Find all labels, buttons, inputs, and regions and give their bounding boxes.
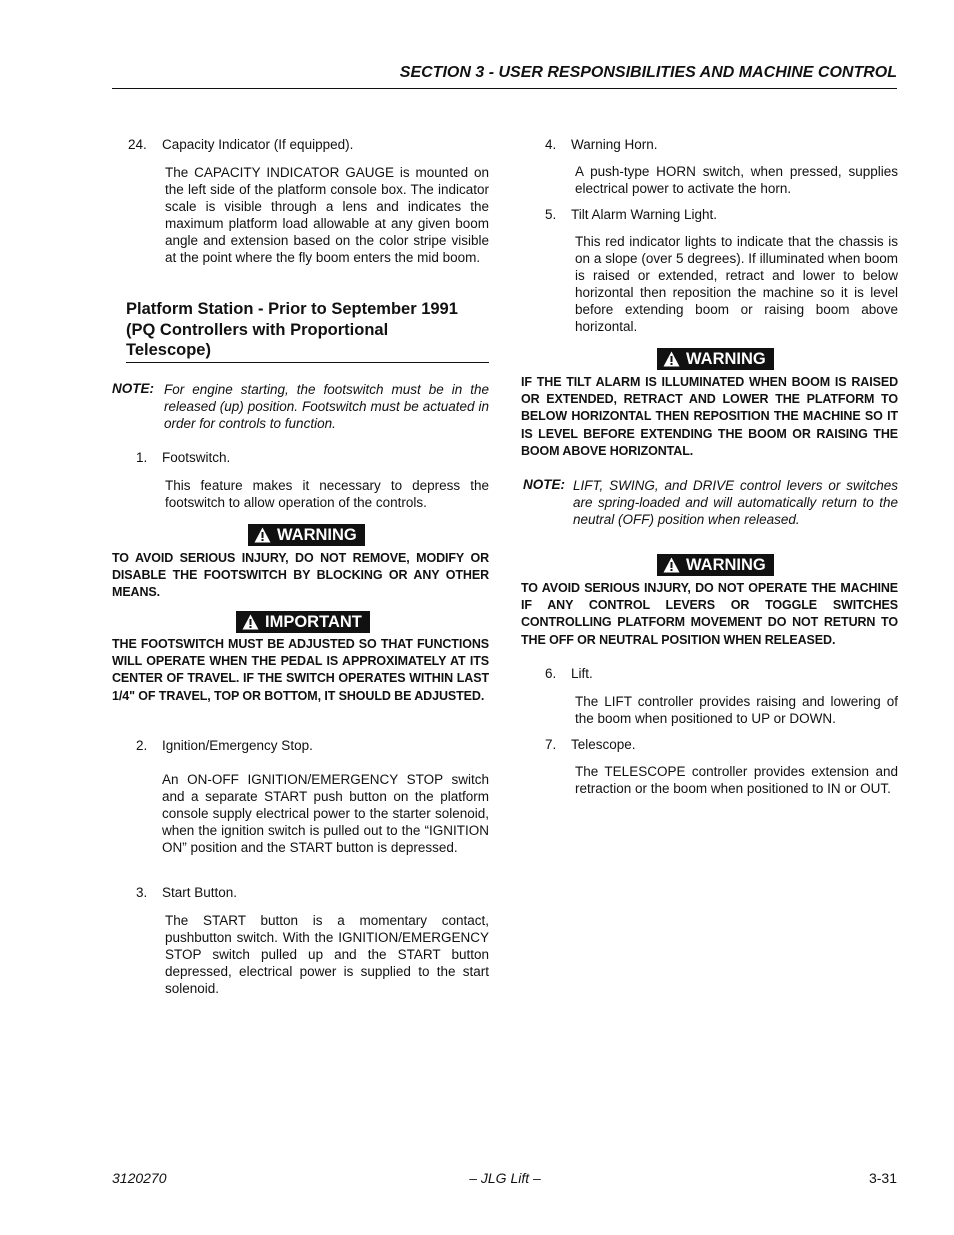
- warning-badge-controls: [657, 554, 774, 576]
- warning-triangle-icon: [254, 527, 271, 543]
- important-text: THE FOOTSWITCH MUST BE ADJUSTED SO THAT FUNCTIONS WILL OPERATE WHEN THE PEDAL IS APPROXIMATELY AT ITS CENTER OF TRAVEL. IF THE SWITCH OPERATES WITHIN LAST 1/4" OF TRAVEL, TOP OR BOTTOM, IT SHOULD BE ADJUSTED.: [112, 637, 489, 703]
- item-7-paragraph: The TELESCOPE controller provides extension and retraction or the boom when positioned to IN or OUT.: [575, 764, 898, 796]
- item-4-paragraph: A push-type HORN switch, when pressed, supplies electrical power to activate the horn.: [575, 164, 898, 196]
- item-1-label: Footswitch.: [162, 450, 231, 465]
- warning-triangle-icon: [663, 557, 680, 573]
- section-heading: [126, 299, 489, 361]
- item-6-label: Lift.: [571, 666, 593, 681]
- item-24-number: 24.: [128, 137, 147, 152]
- item-6-paragraph: The LIFT controller provides raising and lowering of the boom when positioned to UP or DOWN.: [575, 694, 898, 726]
- item-5-paragraph: This red indicator lights to indicate that the chassis is on a slope (over 5 degrees). If illuminated when boom is raised or extended, retract and lower to below horizontal then reposition the machine so it is level before extending boom or raising boom above horizontal.: [575, 234, 898, 334]
- note-text-right: LIFT, SWING, and DRIVE control levers or switches are spring-loaded and will automatically return to the neutral (OFF) position when released.: [573, 478, 898, 527]
- item-2-paragraph: An ON-OFF IGNITION/EMERGENCY STOP switch and a separate START push button on the platform console supply electrical power to the starter solenoid, when the ignition switch is pulled out to the “IGNITION ON” position and the START button is depressed.: [162, 772, 489, 855]
- heading-rule: [126, 362, 489, 363]
- item-1-number: 1.: [136, 450, 148, 465]
- warning-controls-text: TO AVOID SERIOUS INJURY, DO NOT OPERATE THE MACHINE IF ANY CONTROL LEVERS OR TOGGLE SWITCHES CONTROLLING PLATFORM MOVEMENT DO NOT RETURN TO THE OFF OR NEUTRAL POSITION WHEN RELEASED.: [521, 581, 898, 647]
- footer-page-number: 3-31: [868, 1170, 897, 1186]
- note-label: NOTE:: [112, 381, 154, 396]
- item-2-label: Ignition/Emergency Stop.: [162, 738, 313, 753]
- footer-center: – JLG Lift –: [469, 1170, 541, 1186]
- item-4-number: 4.: [545, 137, 557, 152]
- warning-text: TO AVOID SERIOUS INJURY, DO NOT REMOVE, MODIFY OR DISABLE THE FOOTSWITCH BY BLOCKING OR ANY OTHER MEANS.: [112, 551, 489, 600]
- warning-badge-controls-label: WARNING: [686, 556, 766, 574]
- important-badge-label: IMPORTANT: [265, 613, 362, 631]
- item-3-number: 3.: [136, 885, 148, 900]
- important-badge: [236, 611, 370, 633]
- warning-tilt-text: IF THE TILT ALARM IS ILLUMINATED WHEN BOOM IS RAISED OR EXTENDED, RETRACT AND LOWER THE PLATFORM TO BELOW HORIZONTAL THEN REPOSITION THE MACHINE SO IT IS LEVEL BEFORE EXTENDING THE BOOM OR RAISING THE BOOM ABOVE HORIZONTAL.: [521, 375, 898, 458]
- section-heading-line-3: Telescope): [126, 341, 211, 359]
- item-7-number: 7.: [545, 737, 557, 752]
- warning-badge-tilt-label: WARNING: [686, 350, 766, 368]
- section-heading-line-2: (PQ Controllers with Proportional: [126, 320, 389, 339]
- note-label-right: NOTE:: [523, 477, 565, 492]
- warning-triangle-icon: [242, 614, 259, 630]
- footer-doc-number: 3120270: [112, 1170, 167, 1186]
- item-4-label: Warning Horn.: [571, 137, 658, 152]
- warning-badge-tilt: [657, 348, 774, 370]
- warning-badge: [248, 524, 365, 546]
- item-24-paragraph: The CAPACITY INDICATOR GAUGE is mounted on the left side of the platform console box. The indicator scale is visible through a lens and indicates the maximum platform load allowable at any given boom angle and extension based on the color stripe visible at the point where the fly boom enters the mid boom.: [165, 165, 489, 265]
- item-3-label: Start Button.: [162, 885, 238, 900]
- item-1-paragraph: This feature makes it necessary to depress the footswitch to allow operation of the controls.: [165, 478, 489, 510]
- item-7-label: Telescope.: [571, 737, 636, 752]
- warning-triangle-icon: [663, 351, 680, 367]
- page-header-title: SECTION 3 - USER RESPONSIBILITIES AND MACHINE CONTROL: [399, 64, 897, 81]
- note-text: For engine starting, the footswitch must be in the released (up) position. Footswitch must be actuated in order for controls to function.: [164, 382, 489, 431]
- header-rule: [112, 88, 897, 89]
- section-heading-line-1: Platform Station - Prior to September 1991: [126, 300, 458, 318]
- item-2-number: 2.: [136, 738, 148, 753]
- item-24-label: Capacity Indicator (If equipped).: [162, 137, 354, 152]
- item-5-label: Tilt Alarm Warning Light.: [571, 207, 718, 222]
- item-6-number: 6.: [545, 666, 557, 681]
- item-3-paragraph: The START button is a momentary contact, pushbutton switch. With the IGNITION/EMERGENCY STOP switch pulled up and the START button depressed, electrical power is supplied to the start solenoid.: [165, 913, 489, 996]
- warning-badge-label: WARNING: [277, 526, 357, 544]
- item-5-number: 5.: [545, 207, 557, 222]
